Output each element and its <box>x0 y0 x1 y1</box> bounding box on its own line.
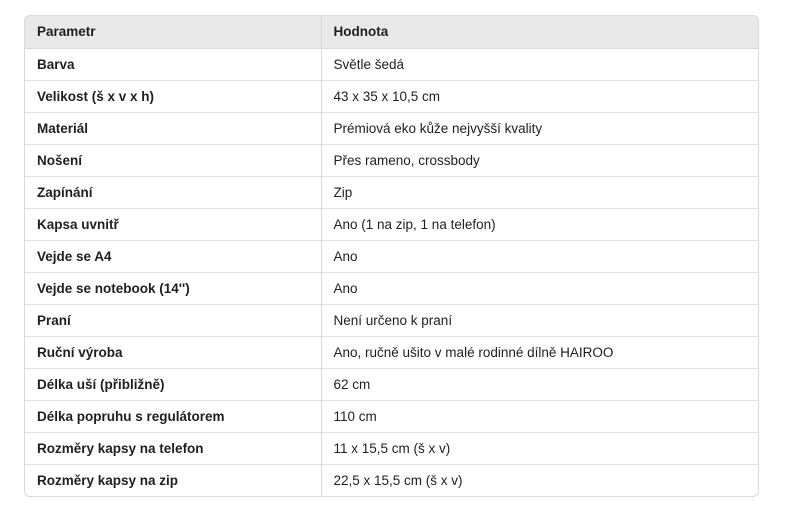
table-row <box>25 432 758 464</box>
table-row <box>25 176 758 208</box>
table-row <box>25 112 758 144</box>
row-parameter: Nošení <box>25 144 321 176</box>
row-parameter: Praní <box>25 304 321 336</box>
table-header <box>25 16 758 48</box>
header-row <box>25 16 758 48</box>
row-value: Zip <box>321 176 758 208</box>
row-parameter: Ruční výroba <box>25 336 321 368</box>
row-value: 11 x 15,5 cm (š x v) <box>321 432 758 464</box>
table-row <box>25 400 758 432</box>
row-parameter: Vejde se notebook (14'') <box>25 272 321 304</box>
table-row <box>25 464 758 496</box>
table-row <box>25 80 758 112</box>
row-value: Ano, ručně ušito v malé rodinné dílně HAIROO <box>321 336 758 368</box>
table-row <box>25 48 758 80</box>
row-value: 22,5 x 15,5 cm (š x v) <box>321 464 758 496</box>
table-row <box>25 208 758 240</box>
table-row <box>25 144 758 176</box>
row-value: Není určeno k praní <box>321 304 758 336</box>
row-value: Ano <box>321 272 758 304</box>
row-value: Ano <box>321 240 758 272</box>
row-parameter: Kapsa uvnitř <box>25 208 321 240</box>
row-parameter: Zapínání <box>25 176 321 208</box>
row-parameter: Materiál <box>25 112 321 144</box>
header-parametr: Parametr <box>25 16 321 48</box>
row-parameter: Barva <box>37 56 75 72</box>
row-value: 43 x 35 x 10,5 cm <box>321 80 758 112</box>
row-parameter: Vejde se A4 <box>25 240 321 272</box>
row-parameter: Rozměry kapsy na telefon <box>25 432 321 464</box>
row-value: Světle šedá <box>321 48 758 80</box>
table-body <box>25 48 758 496</box>
row-value: 62 cm <box>321 368 758 400</box>
table-row <box>25 304 758 336</box>
table-row <box>25 336 758 368</box>
row-value: Přes rameno, crossbody <box>321 144 758 176</box>
row-value: 110 cm <box>321 400 758 432</box>
table-row <box>25 240 758 272</box>
header-hodnota: Hodnota <box>321 16 758 48</box>
parameter-table <box>25 16 758 496</box>
row-parameter: Délka uší (přibližně) <box>25 368 321 400</box>
table-row <box>25 368 758 400</box>
row-parameter: Velikost (š x v x h) <box>25 80 321 112</box>
row-parameter: Délka popruhu s regulátorem <box>25 400 321 432</box>
row-value: Ano (1 na zip, 1 na telefon) <box>321 208 758 240</box>
row-value: Prémiová eko kůže nejvyšší kvality <box>321 112 758 144</box>
parameter-table-container <box>24 15 759 497</box>
table-row <box>25 272 758 304</box>
row-parameter: Rozměry kapsy na zip <box>25 464 321 496</box>
